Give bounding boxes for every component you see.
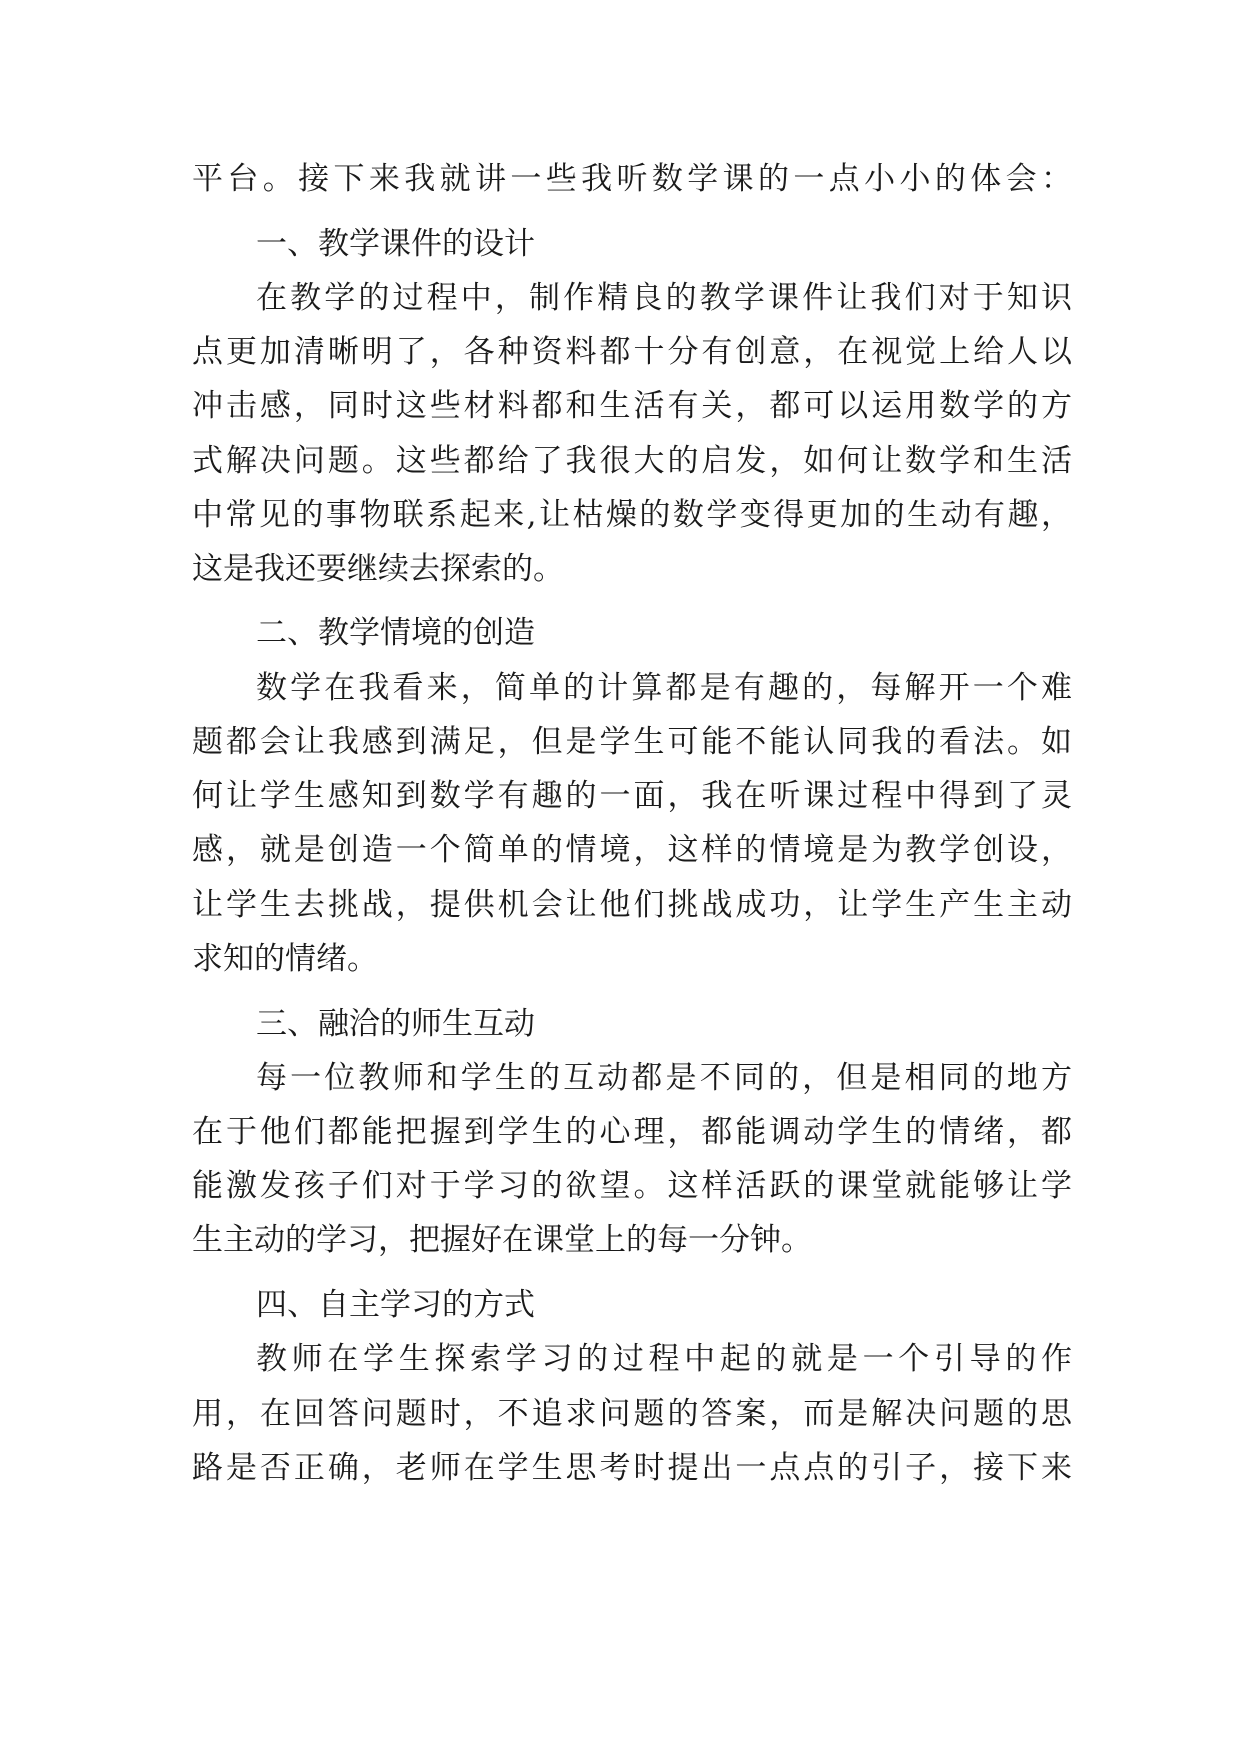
text-line: 在于他们都能把握到学生的心理，都能调动学生的情绪，都: [192, 1114, 1072, 1150]
paragraph-first-line: 数学在我看来，简单的计算都是有趣的，每解开一个难: [256, 670, 1072, 706]
text-line: 路是否正确，老师在学生思考时提出一点点的引子，接下来: [192, 1450, 1072, 1486]
paragraph-first-line: 在教学的过程中，制作精良的教学课件让我们对于知识: [256, 280, 1072, 316]
text-line: 用，在回答问题时，不追求问题的答案，而是解决问题的思: [192, 1396, 1072, 1432]
section-heading: 三、融洽的师生互动: [256, 1006, 535, 1042]
text-line: 题都会让我感到满足，但是学生可能不能认同我的看法。如: [192, 724, 1072, 760]
text-line: 中常见的事物联系起来,让枯燥的数学变得更加的生动有趣，: [192, 497, 1072, 533]
section-heading: 一、教学课件的设计: [256, 226, 535, 262]
text-line: 何让学生感知到数学有趣的一面，我在听课过程中得到了灵: [192, 778, 1072, 814]
text-line: 点更加清晰明了，各种资料都十分有创意，在视觉上给人以: [192, 334, 1072, 370]
text-line: 求知的情绪。: [192, 941, 378, 977]
text-line: 式解决问题。这些都给了我很大的启发，如何让数学和生活: [192, 443, 1072, 479]
text-line: 感，就是创造一个简单的情境，这样的情境是为教学创设，: [192, 832, 1072, 868]
text-line: 让学生去挑战，提供机会让他们挑战成功，让学生产生主动: [192, 887, 1072, 923]
section-heading: 四、自主学习的方式: [256, 1287, 535, 1323]
text-line: 能激发孩子们对于学习的欲望。这样活跃的课堂就能够让学: [192, 1168, 1072, 1204]
paragraph-first-line: 教师在学生探索学习的过程中起的就是一个引导的作: [256, 1341, 1072, 1377]
text-line: 这是我还要继续去探索的。: [192, 551, 564, 587]
text-line: 生主动的学习，把握好在课堂上的每一分钟。: [192, 1222, 812, 1258]
section-heading: 二、教学情境的创造: [256, 615, 535, 651]
paragraph-first-line: 每一位教师和学生的互动都是不同的，但是相同的地方: [256, 1060, 1072, 1096]
text-line: 冲击感，同时这些材料都和生活有关，都可以运用数学的方: [192, 388, 1072, 424]
text-line: 平台。接下来我就讲一些我听数学课的一点小小的体会：: [192, 161, 1072, 197]
